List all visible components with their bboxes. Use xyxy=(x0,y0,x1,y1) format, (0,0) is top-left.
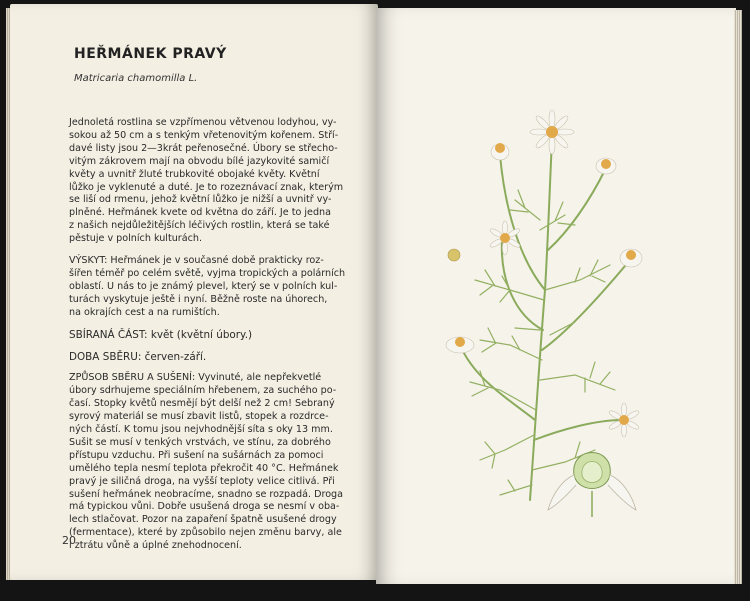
flower-heads xyxy=(446,110,642,437)
paragraph-collected-part: SBÍRANÁ ČÁST: květ (květní úbory.) xyxy=(69,328,253,341)
flower-cross-section xyxy=(548,453,636,518)
flower-bud-small xyxy=(448,249,460,261)
page-number: 20 xyxy=(62,534,76,547)
page-edges-right xyxy=(734,10,742,584)
latin-name: Matricaria chamomilla L. xyxy=(74,73,198,84)
flower-head-right xyxy=(596,158,616,174)
paragraph-description: Jednoletá rostlina se vzpřímenou větvenou lodyhou, vy- sokou až 50 cm a s tenkým vřetenovitým kořenem. Stří- davé listy jsou 2—3krát peřenosečné. Úbory se střecho- vitým zákrovem mají na obvodu bílé jazykovité samičí květy a uvnitř žluté trubkovité obojaké květy. Květní lůžko je vyklenuté a duté. Je to rozeznávací znak, kterým se liší od rmenu, jehož květní lůžko je nižší a uvnitř vy- plněné. Heřmánek kvete od května do září. Je to jedna z našich nejdůležitějších léčivých rostlin, která se také pěstuje v polních kulturách. xyxy=(69,117,344,245)
feathery-leaves xyxy=(470,190,615,495)
page-title: HEŘMÁNEK PRAVÝ xyxy=(74,46,227,62)
chamomile-illustration xyxy=(400,90,650,530)
paragraph-occurrence: VÝSKYT: Heřmánek je v současné době prakticky roz- šířen téměř po celém světě, vyjma tropických a polárních oblastí. U nás to je známý plevel, který se v polních kul- turách vyskytuje ještě i nyní. Běžně roste na úhorech, na okrajích cest a na rumištích. xyxy=(69,255,346,318)
plant-stems xyxy=(460,140,630,500)
flower-head-lower-left xyxy=(446,337,474,353)
flower-head-top xyxy=(530,110,574,154)
flower-head-far-right xyxy=(620,249,642,267)
body-text xyxy=(69,117,347,553)
paragraph-harvest-time: DOBA SBĚRU: červen-září. xyxy=(69,350,207,363)
paragraph-harvest-drying: ZPŮSOB SBĚRU A SUŠENÍ: Vyvinuté, ale nepřekvetlé úbory sdrhujeme speciálním hřebenem, za suchého po- časí. Stopky květů nesmějí být delší než 2 cm! Sebraný syrový materiál se musí zbavit listů, stopek a rozdrce- ných částí. K tomu jsou nejvhodnější síta s oky 13 mm. Sušit se musí v tenkých vrstvách, ve stínu, za dobrého přístupu vzduchu. Při sušení na sušárnách za pomoci umělého tepla nesmí teplota překročit 40 °C. Heřmánek pravý je siličná droga, na vyšší teploty velice citlivá. Při sušení heřmánek neobracíme, snadno se rozpadá. Droga má typickou vůni. Dobře usušená droga se nesmí v oba- lech stlačovat. Pozor na zapaření špatně usušené drogy (fermentace), které by způsobilo nejen změnu barvy, ale i ztrátu vůně a úplné znehodnocení. xyxy=(69,372,344,552)
flower-bud-left xyxy=(491,143,509,160)
